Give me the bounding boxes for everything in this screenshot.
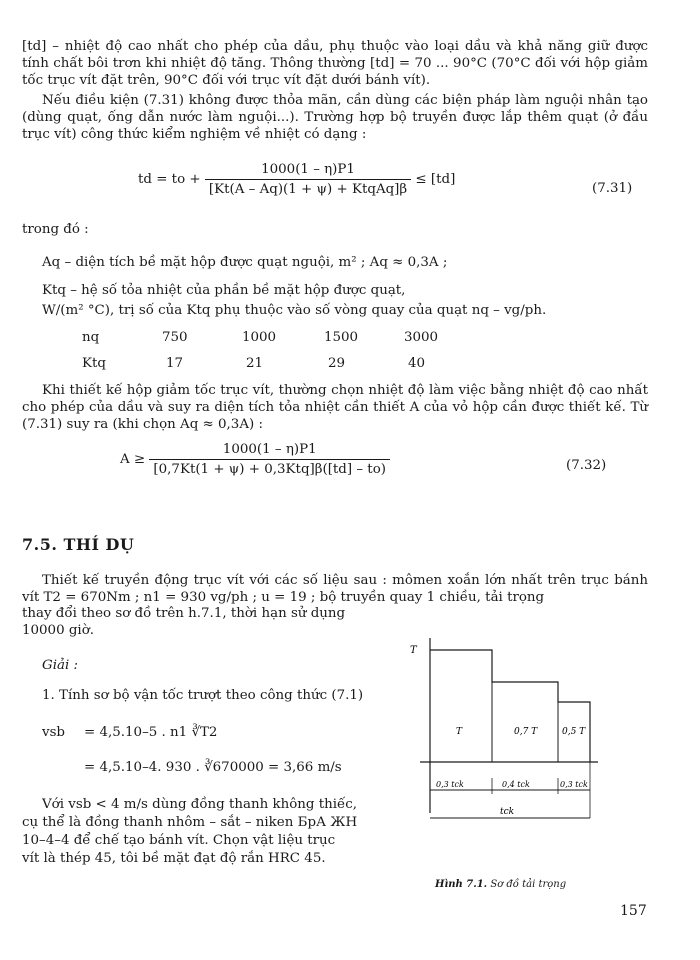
formula-7-31-numerator: 1000(1 – η)P1	[205, 162, 411, 180]
time-label-1: 0,3 tck	[436, 780, 464, 789]
intro-paragraph-1: [td] – nhiệt độ cao nhất cho phép của dầu, phụ thuộc vào loại dầu và khả năng giữ được tính chất bôi trơn khi nhiệt độ tăng. Thông thường [td] = 70 ... 90°C (70°C đối với hộp giảm tốc trục vít đặt trên, 90°C đối với trục vít đặt dưới bánh vít).	[22, 39, 648, 88]
formula-7-32	[120, 442, 390, 477]
where-ktq-line-2: W/(m² °C), trị số của Ktq phụ thuộc vào số vòng quay của quạt nq – vg/ph.	[42, 303, 547, 318]
equation-number-7-32: (7.32)	[566, 458, 607, 473]
formula-7-32-numerator: 1000(1 – η)P1	[149, 442, 390, 460]
material-line-3: 10–4–4 để chế tạo bánh vít. Chọn vật liệu trục	[22, 833, 336, 848]
example-paragraph-1: Thiết kế truyền động trục vít với các số liệu sau : mômen xoắn lớn nhất trên trục bánh vít T2 = 670Nm ; n1 = 930 vg/ph ; u = 19 ; bộ truyền quay 1 chiều, tải trọng	[22, 573, 648, 605]
where-aq: Aq – diện tích bề mặt hộp được quạt nguội, m² ; Aq ≈ 0,3A ;	[42, 255, 448, 270]
paragraph-3: Khi thiết kế hộp giảm tốc trục vít, thường chọn nhiệt độ làm việc bằng nhiệt độ cao nhất cho phép của dầu và suy ra diện tích tỏa nhiệt cần thiết A của vỏ hộp cần được thiết kế. Từ (7.31) suy ra (khi chọn Aq ≈ 0,3A) :	[22, 383, 648, 432]
block-label-1: T	[456, 727, 463, 737]
block-label-3: 0,5 T	[562, 727, 586, 737]
section-heading: 7.5. THÍ DỤ	[22, 535, 135, 554]
block-label-2: 0,7 T	[514, 727, 538, 737]
solution-label: Giải :	[42, 658, 79, 673]
table-row2-label: Ktq	[82, 356, 106, 371]
page-number: 157	[620, 903, 647, 919]
formula-7-32-denominator: [0,7Kt(1 + ψ) + 0,3Ktq]β([td] – to)	[153, 462, 386, 477]
time-label-3: 0,3 tck	[560, 780, 588, 789]
material-line-1: Với vsb < 4 m/s dùng đồng thanh không thiếc,	[42, 797, 358, 812]
time-label-2: 0,4 tck	[502, 780, 530, 789]
where-ktq-line-1: Ktq – hệ số tỏa nhiệt của phần bề mặt hộp được quạt,	[42, 283, 406, 298]
intro-paragraph-2: Nếu điều kiện (7.31) không được thỏa mãn, cần dùng các biện pháp làm nguội nhân tạo (dùng quạt, ống dẫn nước làm nguội...). Trường hợp bộ truyền được lắp thêm quạt (ở đầu trục vít) công thức kiểm nghiệm về nhiệt có dạng :	[22, 93, 648, 142]
formula-7-31	[138, 162, 455, 197]
table-cell: 17	[166, 356, 184, 371]
table-cell: 40	[408, 356, 426, 371]
equation-vsb-2: = 4,5.10–4. 930 . ∛670000 = 3,66 m/s	[84, 760, 342, 775]
formula-7-32-lhs: A ≥	[120, 452, 146, 467]
table-cell: 29	[328, 356, 346, 371]
table-cell: 21	[246, 356, 264, 371]
figure-caption	[435, 879, 566, 890]
load-diagram	[400, 638, 600, 838]
step-1-text: 1. Tính sơ bộ vận tốc trượt theo công thức (7.1)	[42, 688, 364, 703]
figure-caption-text: Sơ đồ tải trọng	[490, 879, 567, 890]
equation-number-7-31: (7.31)	[592, 181, 633, 196]
formula-7-31-denominator: [Kt(A – Aq)(1 + ψ) + KtqAq]β	[208, 182, 408, 197]
where-label: trong đó :	[22, 222, 89, 237]
table-cell: 1500	[324, 330, 359, 345]
example-paragraph-1-line-4: 10000 giờ.	[22, 623, 95, 638]
formula-7-31-rhs: ≤ [td]	[415, 172, 456, 187]
table-cell: 3000	[404, 330, 439, 345]
table-row1-label: nq	[82, 330, 100, 345]
formula-7-31-fraction	[205, 162, 411, 197]
load-step-outline	[430, 650, 590, 762]
equation-vsb-1: = 4,5.10–5 . n1 ∛T2	[84, 725, 218, 740]
vsb-label: vsb	[42, 725, 66, 740]
example-paragraph-1-line-3: thay đổi theo sơ đồ trên h.7.1, thời hạn sử dụng	[22, 606, 346, 621]
total-time-label: tck	[500, 807, 515, 817]
material-line-2: cụ thể là đồng thanh nhôm – sắt – niken БрА ЖН	[22, 815, 358, 830]
formula-7-31-lhs: td = to +	[138, 172, 201, 187]
table-cell: 1000	[242, 330, 277, 345]
table-cell: 750	[162, 330, 188, 345]
diagram-axis-label: T	[410, 645, 417, 656]
material-line-4: vít là thép 45, tôi bề mặt đạt độ rắn HRC 45.	[22, 851, 326, 866]
figure-caption-number: Hình 7.1.	[435, 879, 488, 890]
formula-7-32-fraction	[149, 442, 390, 477]
